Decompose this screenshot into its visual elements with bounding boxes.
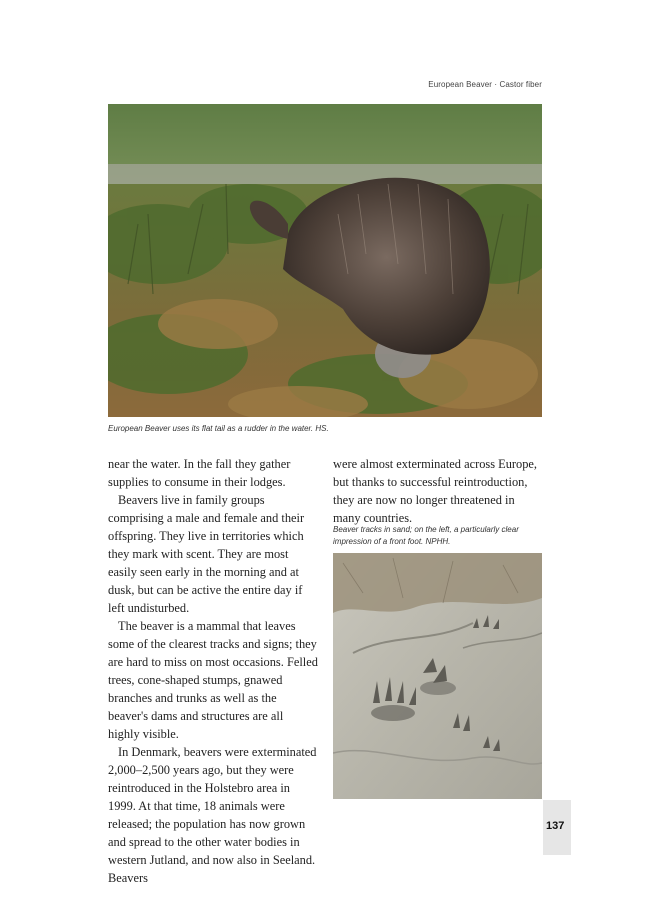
tracks-photo-caption: Beaver tracks in sand; on the left, a particularly clear impression of a front foot. NPHH. (333, 525, 519, 546)
page-number: 137 (546, 820, 565, 832)
right-text-column (333, 455, 545, 527)
left-text-column (108, 455, 318, 887)
paragraph: were almost exterminated across Europe, but thanks to successful reintroduction, they are now no longer threatened in many countries. (333, 457, 538, 525)
paragraph: Beavers live in family groups comprising a male and female and their offspring. They live in territories which they mark with scent. They are most easily seen early in the morning and at dusk, but can be active the entire day if left undisturbed. (108, 493, 305, 615)
running-head: European Beaver · Castor fiber (428, 80, 542, 89)
paragraph: near the water. In the fall they gather supplies to consume in their lodges. (108, 457, 291, 489)
beaver-photo (108, 104, 542, 417)
main-photo-caption: European Beaver uses its flat tail as a rudder in the water. HS. (108, 424, 329, 433)
beaver-tracks-photo (333, 553, 542, 799)
paragraph: The beaver is a mammal that leaves some of the clearest tracks and signs; they are hard to miss on most occasions. Felled trees, cone-shaped stumps, gnawed branches and trunks as well as the beaver's dams and structures are all highly visible. (108, 619, 318, 741)
paragraph: In Denmark, beavers were exterminated 2,000–2,500 years ago, but they were reintroduced in the Holstebro area in 1999. At that time, 18 animals were released; the population has now grown and spread to the other water bodies in western Jutland, and now also in Seeland. Beavers (108, 745, 317, 885)
